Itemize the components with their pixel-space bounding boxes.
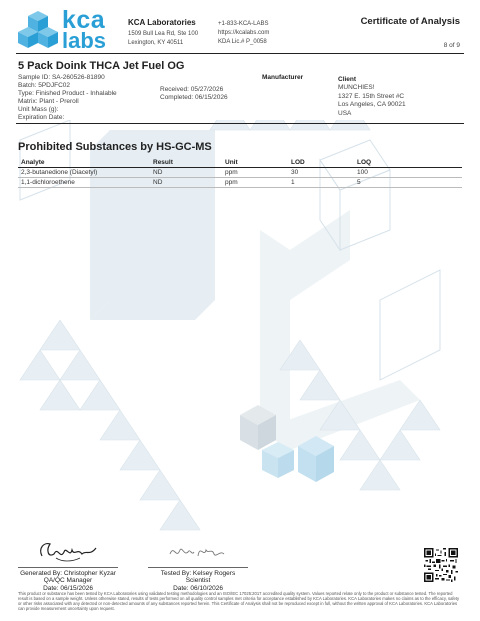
analyte-cell: 2,3-butanedione (Diacetyl) <box>18 168 150 178</box>
qr-code[interactable] <box>424 548 458 582</box>
analyte-cell: 1,1-dichloroethene <box>18 178 150 188</box>
address-line-2: Lexington, KY 40511 <box>128 40 184 46</box>
lab-contact <box>218 20 269 47</box>
signature-line <box>148 567 248 568</box>
sample-type: Type: Finished Product - Inhalable <box>18 90 117 97</box>
signature-mark <box>36 538 100 566</box>
client-line: USA <box>338 109 352 117</box>
table-row <box>18 168 462 178</box>
completed-date: Completed: 06/15/2026 <box>160 94 228 101</box>
signer-name: Generated By: Christopher Kyzar <box>20 569 116 577</box>
legal-disclaimer: This product or substance has been tested by KCA Laboratories using validated testing methodologies and an ISO/IEC 17025:2017 accredited quality system. Values reported relate only to the product or substance tested. The reported result is based on a sample weight. Unless otherwise stated, results of tests performed on all quality control samples met criteria for acceptance established by KCA Laboratories. KCA Laboratories makes no claims as to the efficacy, safety or other risks associated with any detected or non-detected amounts of any substances reported herein. This Certificate of Analysis shall not be reproduced except in full, without the written approval of KCA Laboratories. KCA Laboratories can provide measurement uncertainty upon request. <box>18 591 460 611</box>
sample-id: Sample ID: SA-260526-81890 <box>18 74 105 81</box>
signer-name: Tested By: Kelsey Rogers <box>160 569 236 577</box>
client-line: 1327 E. 15th Street #C <box>338 92 405 100</box>
expiration-date: Expiration Date: <box>18 114 65 121</box>
signer-role: Scientist <box>185 577 211 585</box>
result-cell: ND <box>150 168 222 178</box>
address-line-1: 1509 Bull Lea Rd, Ste 100 <box>128 31 199 37</box>
signer-role: QA/QC Manager <box>43 577 93 585</box>
header-loq: LOQ <box>354 158 462 168</box>
lod-cell: 1 <box>288 178 354 188</box>
product-name: 5 Pack Doink THCA Jet Fuel OG <box>18 60 185 72</box>
received-date: Received: 05/27/2026 <box>160 86 224 93</box>
matrix: Matrix: Plant - Preroll <box>18 98 79 105</box>
unit-mass: Unit Mass (g): <box>18 106 59 113</box>
header-divider <box>16 53 464 54</box>
unit-cell: ppm <box>222 168 288 178</box>
loq-cell: 100 <box>354 168 462 178</box>
header-unit: Unit <box>222 158 288 168</box>
lab-website[interactable]: https://kcalabs.com <box>218 30 270 36</box>
lab-phone: +1-833-KCA-LABS <box>218 21 269 27</box>
client-line: MUNCHIES! <box>338 84 375 91</box>
signature-date: Date: 06/15/2026 <box>43 584 93 592</box>
client-label: Client <box>338 76 357 83</box>
client-line: Los Angeles, CA 90021 <box>338 101 406 108</box>
header-result: Result <box>150 158 222 168</box>
header-analyte: Analyte <box>18 158 150 168</box>
logo-text-labs: labs <box>62 28 107 53</box>
lab-name: KCA Laboratories <box>128 18 196 27</box>
signature-mark <box>166 538 230 566</box>
signature-block-tester <box>148 538 248 592</box>
header-lod: LOD <box>288 158 354 168</box>
signature-block-qa <box>18 538 118 592</box>
manufacturer-label: Manufacturer <box>262 74 304 81</box>
document-title: Certificate of Analysis <box>360 16 460 27</box>
batch: Batch: 5PDJFC02 <box>18 82 71 89</box>
logo-text-kca: kca <box>62 6 106 34</box>
signature-date: Date: 06/10/2026 <box>173 584 223 592</box>
results-table <box>18 158 462 188</box>
section-title: Prohibited Substances by HS-GC-MS <box>18 141 212 153</box>
signature-line <box>18 567 118 568</box>
lab-license: KDA Lic.# P_0058 <box>218 39 267 45</box>
table-row <box>18 178 462 188</box>
table-header-row <box>18 158 462 168</box>
result-cell: ND <box>150 178 222 188</box>
loq-cell: 5 <box>354 178 462 188</box>
sample-dates <box>160 86 228 102</box>
lab-address <box>128 30 198 48</box>
info-divider <box>16 123 464 124</box>
client-address <box>338 84 406 118</box>
lod-cell: 30 <box>288 168 354 178</box>
unit-cell: ppm <box>222 178 288 188</box>
page-number: 8 of 9 <box>443 42 460 49</box>
sample-metadata <box>18 74 117 122</box>
